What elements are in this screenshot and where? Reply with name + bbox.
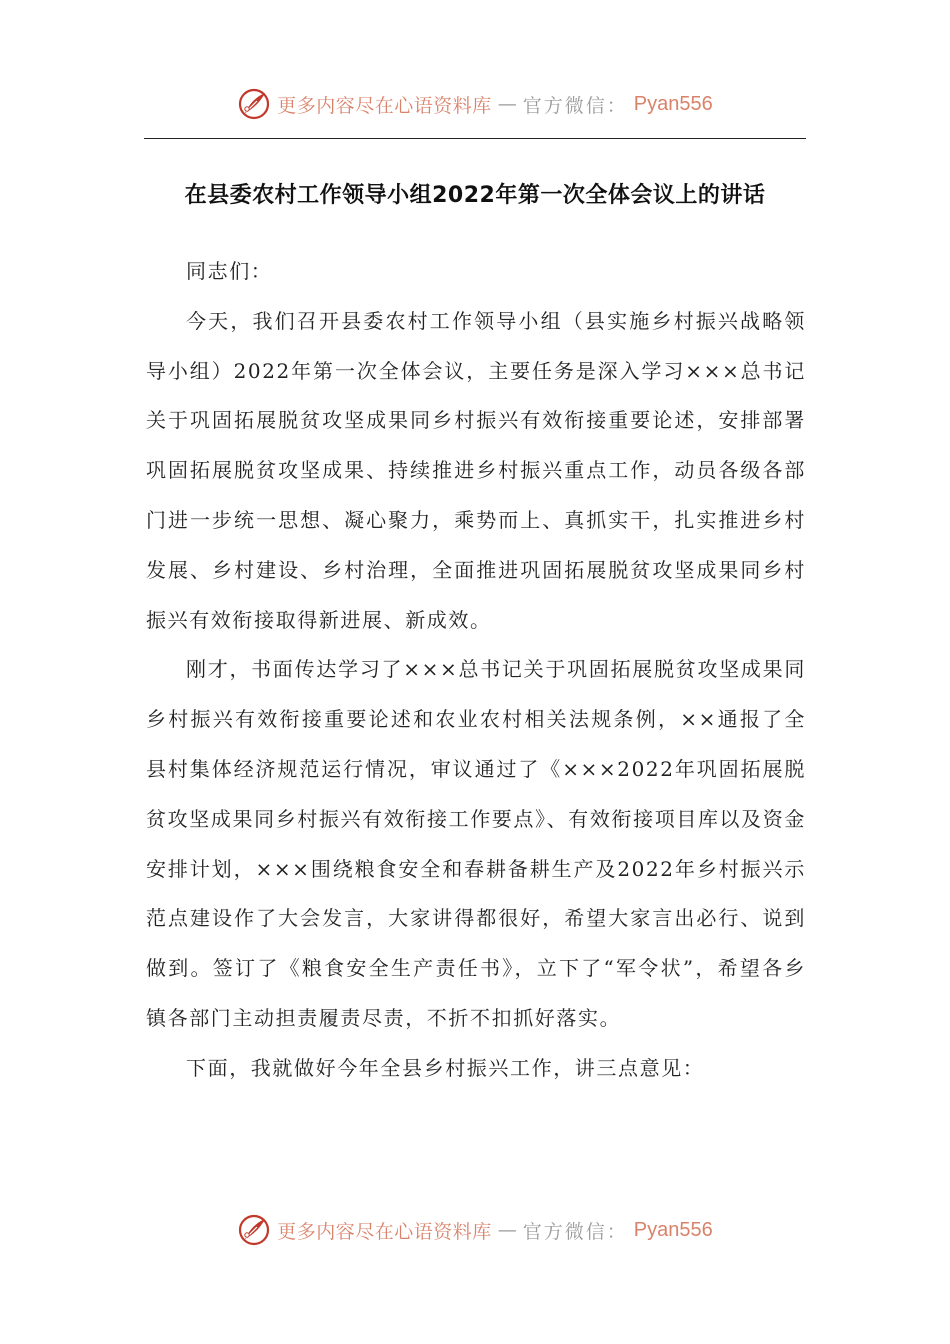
banner-site-name: 更多内容尽在心语资料库 [277, 94, 492, 117]
banner-wechat-label: 官方微信： [522, 94, 628, 117]
body-paragraph: 下面，我就做好今年全县乡村振兴工作，讲三点意见： [186, 1055, 705, 1080]
banner-site-name: 更多内容尽在心语资料库 [277, 1220, 492, 1243]
banner-wechat-id: Pyan556 [633, 92, 713, 115]
banner-dash: — [497, 1219, 517, 1241]
body-paragraph: 刚才，书面传达学习了×××总书记关于巩固拓展脱贫攻坚成果同乡村振兴有效衔接重要论述和农业农村相关法规条例，××通报了全县村集体经济规范运行情况，审议通过了《×××2022年巩固拓展脱贫攻坚成果同乡村振兴有效衔接工作要点》、有效衔接项目库以及资金安排计划，×××围绕粮食安全和春耕备耕生产及2022年乡村振兴示范点建设作了大会发言，大家讲得都很好，希望大家言出必行、说到做到。签订了《粮食安全生产责任书》，立下了“军令状”，希望各乡镇各部门主动担责履责尽责，不折不扣抓好落实。 [146, 657, 806, 1030]
header-divider [144, 138, 806, 139]
quill-pen-logo-icon [237, 1213, 271, 1247]
banner-wechat-label: 官方微信： [522, 1220, 628, 1243]
footer-banner [0, 1210, 950, 1250]
banner-dash: — [497, 93, 517, 115]
quill-pen-logo-icon [237, 87, 271, 121]
salutation-paragraph: 同志们： [186, 259, 273, 283]
header-banner [0, 84, 950, 124]
document-body [146, 247, 806, 1094]
body-paragraph: 今天，我们召开县委农村工作领导小组（县实施乡村振兴战略领导小组）2022年第一次全体会议，主要任务是深入学习×××总书记关于巩固拓展脱贫攻坚成果同乡村振兴有效衔接重要论述，安排部署巩固拓展脱贫攻坚成果、持续推进乡村振兴重点工作，动员各级各部门进一步统一思想、凝心聚力，乘势而上、真抓实干，扎实推进乡村发展、乡村建设、乡村治理，全面推进巩固拓展脱贫攻坚成果同乡村振兴有效衔接取得新进展、新成效。 [146, 308, 806, 632]
document-title: 在县委农村工作领导小组2022年第一次全体会议上的讲话 [184, 183, 766, 208]
banner-wechat-id: Pyan556 [633, 1218, 713, 1241]
